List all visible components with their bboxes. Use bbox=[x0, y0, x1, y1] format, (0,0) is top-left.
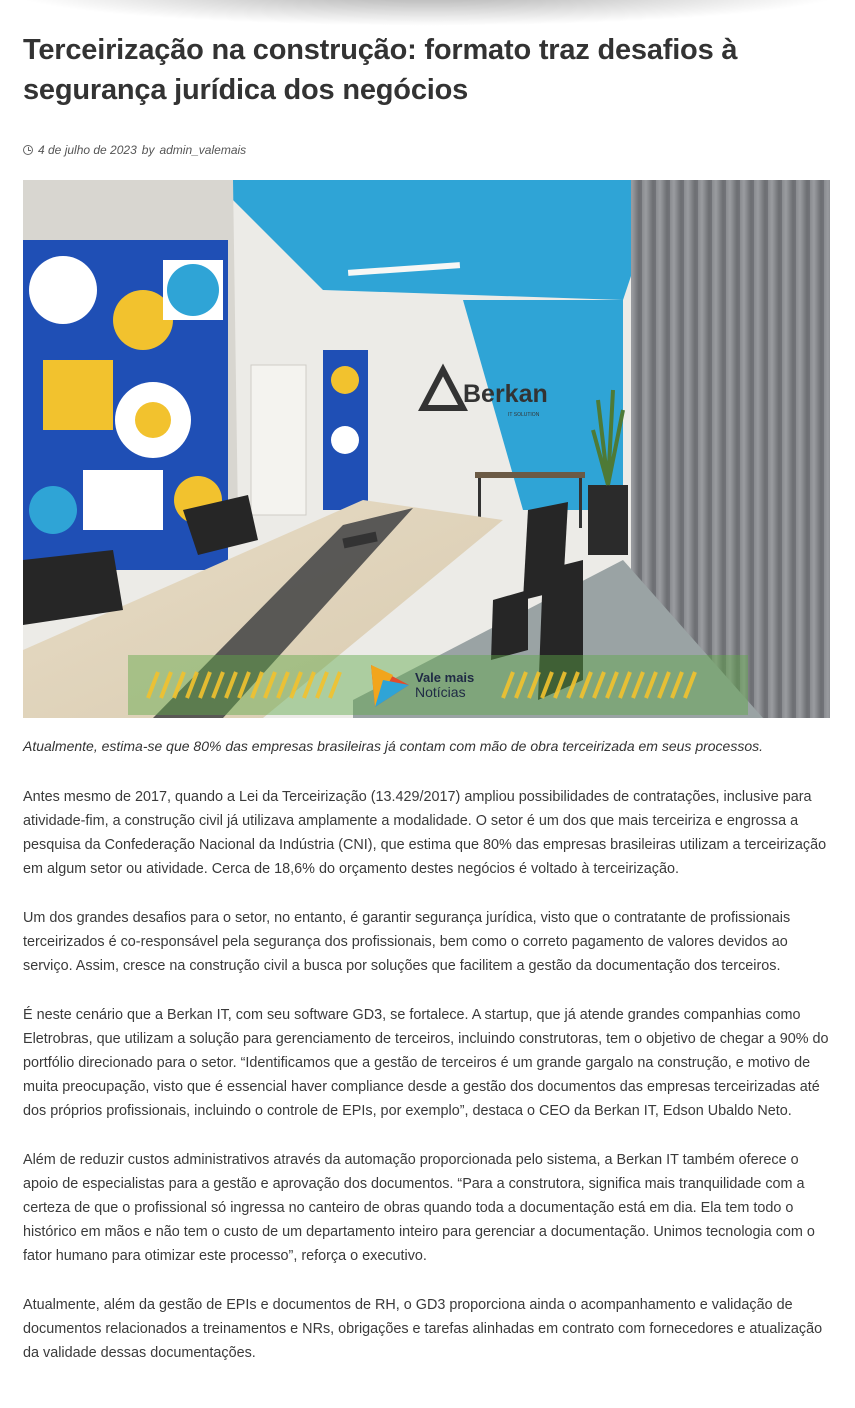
post-author[interactable]: admin_valemais bbox=[159, 143, 247, 157]
article-body bbox=[23, 785, 831, 1365]
post-date[interactable]: 4 de julho de 2023 bbox=[38, 143, 137, 157]
svg-text:Vale mais: Vale mais bbox=[415, 670, 475, 685]
header-shadow bbox=[0, 0, 855, 26]
featured-image bbox=[23, 180, 830, 718]
post-by: by bbox=[141, 143, 155, 157]
article bbox=[23, 30, 831, 1365]
svg-text:IT SOLUTION: IT SOLUTION bbox=[508, 412, 540, 418]
vale-mais-watermark bbox=[128, 655, 748, 715]
article-paragraph: É neste cenário que a Berkan IT, com seu software GD3, se fortalece. A startup, que já atende grandes companhias como Eletrobras, que utilizam a solução para gerenciamento de terceiros, incluindo construtoras, tem o objetivo de chegar a 90% do portfólio direcionado para o setor. “Identificamos que a gestão de terceiros é um grande gargalo na construção, e motivo de muita preocupação, visto que é essencial haver compliance desde a gestão dos documentos das empresas terceirizadas até dos próprios profissionais, incluindo o controle de EPIs, por exemplo”, destaca o CEO da Berkan IT, Edson Ubaldo Neto. bbox=[23, 1007, 829, 1119]
article-paragraph: Além de reduzir custos administrativos através da automação proporcionada pelo sistema, a Berkan IT também oferece o apoio de especialistas para a gestão e aprovação dos documentos. “Para a construtora, significa mais tranquilidade com a certeza de que o profissional só ingressa no canteiro de obras quando toda a documentação está em dia. Ela tem todo o histórico em mãos e não tem o custo de um departamento inteiro para gerenciar a documentação. Unimos tecnologia com o fator humano para otimizar este processo”, reforça o executivo. bbox=[23, 1152, 815, 1264]
article-paragraph: Um dos grandes desafios para o setor, no entanto, é garantir segurança jurídica, visto que o contratante de profissionais terceirizados é co-responsável pela segurança dos profissionais, bem como o correto pagamento de valores devidos ao serviço. Assim, cresce na construção civil a busca por soluções que facilitem a gestão da documentação dos terceiros. bbox=[23, 910, 791, 974]
article-title: Terceirização na construção: formato traz desafios à segurança jurídica dos negócios bbox=[23, 34, 738, 106]
clock-icon bbox=[23, 145, 33, 155]
article-paragraph: Antes mesmo de 2017, quando a Lei da Terceirização (13.429/2017) ampliou possibilidades de contratações, inclusive para atividade-fim, a construção civil já utilizava amplamente a modalidade. O setor é um dos que mais terceiriza e engrossa a pesquisa da Confederação Nacional da Indústria (CNI), que estima que 80% das empresas brasileiras utilizam a terceirização em algum setor ou atividade. Cerca de 18,6% do orçamento destes negócios é voltado à terceirização. bbox=[23, 789, 827, 877]
image-caption: Atualmente, estima-se que 80% das empresas brasileiras já contam com mão de obra terceirizada em seus processos. bbox=[23, 738, 764, 754]
article-paragraph: Atualmente, além da gestão de EPIs e documentos de RH, o GD3 proporciona ainda o acompanhamento e validação de documentos relacionados a treinamentos e NRs, obrigações e tarefas alinhadas em contrato com fornecedores e atualização da validade dessas documentações. bbox=[23, 1297, 823, 1361]
svg-text:Notícias: Notícias bbox=[415, 684, 466, 700]
svg-text:Berkan: Berkan bbox=[463, 380, 548, 408]
post-meta bbox=[23, 142, 831, 158]
